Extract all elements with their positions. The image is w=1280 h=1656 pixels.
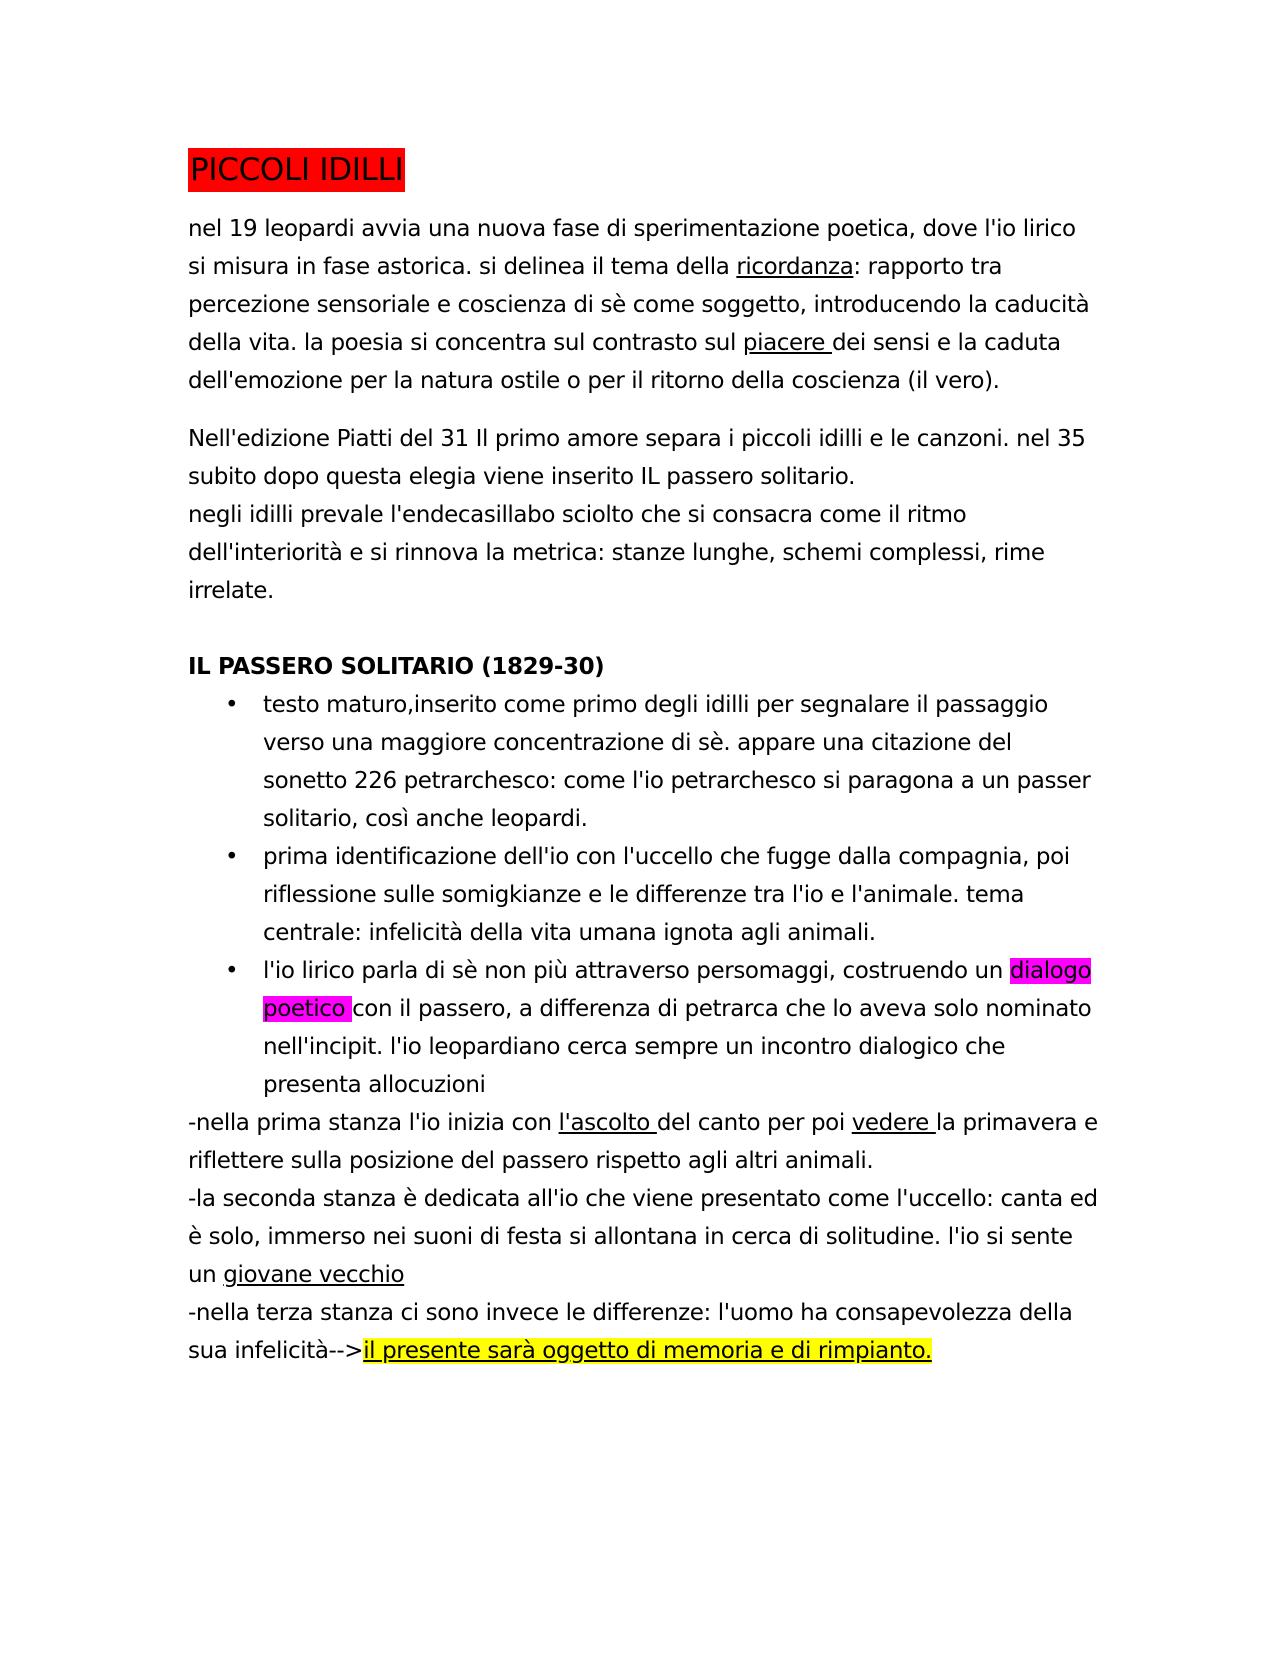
- bullet-icon: •: [225, 692, 239, 718]
- vedere-term: vedere: [851, 1110, 936, 1136]
- intro-text-1: nel 19 leopardi avvia una nuova fase di sperimentazione poetica, dove l'io lirico si misura in fase astorica. si delinea il tema della: [188, 216, 1076, 280]
- stanza3-text: -nella terza stanza ci sono invece le differenze: l'uomo ha consapevolezza della sua infelicità-->: [188, 1300, 1073, 1364]
- ascolto-term: l'ascolto: [558, 1110, 657, 1136]
- bullet-icon: •: [225, 844, 239, 870]
- edition-line: Nell'edizione Piatti del 31 Il primo amore separa i piccoli idilli e le canzoni. nel 35 subito dopo questa elegia viene inserito IL passero solitario.: [188, 426, 1086, 490]
- bullet-icon: •: [225, 958, 239, 984]
- section-heading: IL PASSERO SOLITARIO (1829-30): [188, 654, 605, 680]
- document-page: [188, 148, 1098, 1370]
- piacere-term: piacere: [742, 330, 832, 356]
- giovane-vecchio-term: giovane vecchio: [223, 1262, 405, 1288]
- list-item: [188, 838, 1098, 952]
- edition-paragraph: [188, 420, 1098, 610]
- document-title: PICCOLI IDILLI: [188, 148, 405, 192]
- bullet-text-1: testo maturo,inserito come primo degli idilli per segnalare il passaggio verso una maggiore concentrazione di sè. appare una citazione del sonetto 226 petrarchesco: come l'io petrarchesco si paragona a un passer solitario, così anche leopardi.: [263, 692, 1091, 832]
- stanza-notes: [188, 1104, 1098, 1370]
- list-item: [188, 686, 1098, 838]
- stanza1-text-2: del canto per poi: [656, 1110, 852, 1136]
- stanza1-text-1: -nella prima stanza l'io inizia con: [188, 1110, 559, 1136]
- bullet-list: [188, 686, 1098, 1104]
- bullet-text-2: prima identificazione dell'io con l'uccello che fugge dalla compagnia, poi riflessione sulle somigkianze e le differenze tra l'io e l'animale. tema centrale: infelicità della vita umana ignota agli animali.: [263, 844, 1070, 946]
- intro-text-3: dei sensi e la caduta dell'emozione per la natura ostile o per il ritorno della coscienza (il vero).: [188, 330, 1061, 394]
- intro-paragraph: [188, 210, 1098, 400]
- presente-highlight: il presente sarà oggetto di memoria e di rimpianto.: [363, 1338, 932, 1364]
- bullet-text-3b: con il passero, a differenza di petrarca che lo aveva solo nominato nell'incipit. l'io leopardiano cerca sempre un incontro dialogico che presenta allocuzioni: [263, 996, 1092, 1098]
- list-item: [188, 952, 1098, 1104]
- intro-text-2: : rapporto tra percezione sensoriale e coscienza di sè come soggetto, introducendo la caducità della vita. la poesia si concentra sul contrasto sul: [188, 254, 1090, 356]
- dialogo-poetico-highlight: dialogo poetico: [263, 958, 1092, 1022]
- ricordanza-term: ricordanza: [736, 254, 854, 280]
- metrics-line: negli idilli prevale l'endecasillabo sciolto che si consacra come il ritmo dell'interiorità e si rinnova la metrica: stanze lunghe, schemi complessi, rime irrelate.: [188, 502, 1045, 604]
- stanza2-text: -la seconda stanza è dedicata all'io che viene presentato come l'uccello: canta ed è solo, immerso nei suoni di festa si allontana in cerca di solitudine. l'io si sente un: [188, 1186, 1098, 1288]
- stanza1-text-3: la primavera e riflettere sulla posizione del passero rispetto agli altri animali.: [188, 1110, 1098, 1174]
- bullet-text-3a: l'io lirico parla di sè non più attraverso persomaggi, costruendo un: [263, 958, 1010, 984]
